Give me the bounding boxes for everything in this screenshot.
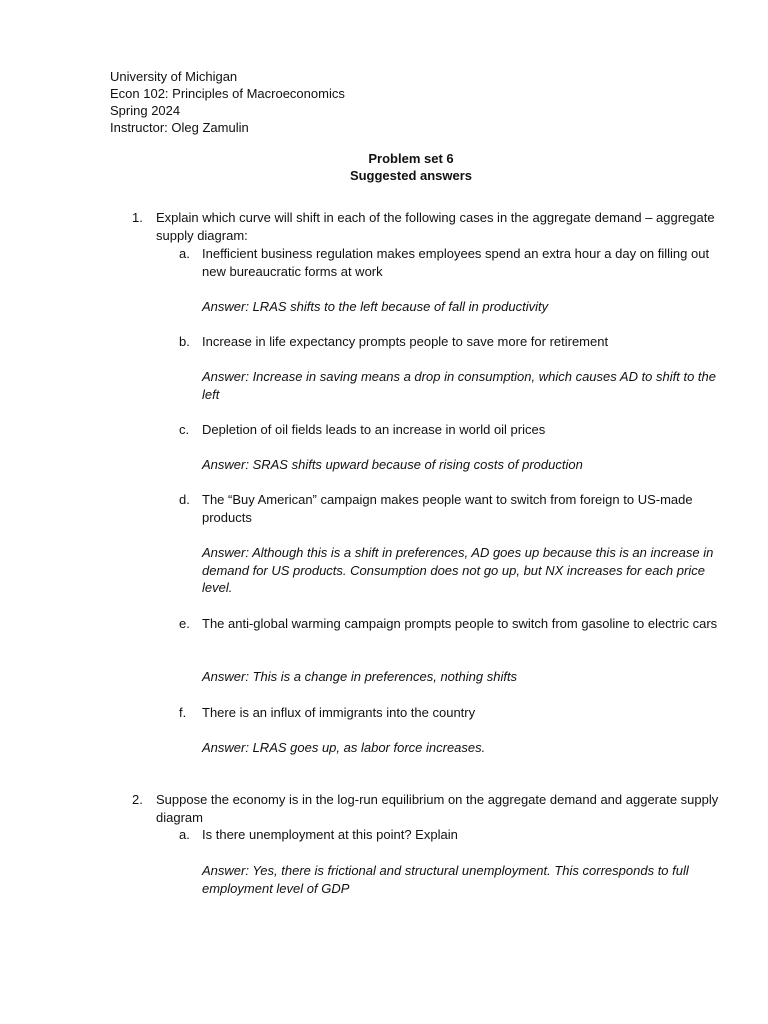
part-label: f. bbox=[179, 705, 187, 720]
part-text: Increase in life expectancy prompts people to save more for retirement bbox=[202, 334, 609, 349]
question-2-part-a bbox=[179, 826, 722, 844]
title-line-1: Problem set 6 bbox=[368, 151, 454, 166]
answer-1b: Answer: Increase in saving means a drop in consumption, which causes AD to shift to the left bbox=[202, 369, 717, 402]
instructor-name: Instructor: Oleg Zamulin bbox=[110, 120, 249, 135]
part-text: Inefficient business regulation makes employees spend an extra hour a day on filling out new bureaucratic forms at work bbox=[202, 246, 710, 279]
part-text: The anti-global warming campaign prompts people to switch from gasoline to electric cars bbox=[202, 616, 718, 631]
question-1-part-f bbox=[179, 704, 722, 722]
part-label: a. bbox=[179, 246, 190, 261]
course-header bbox=[110, 68, 345, 136]
answer-1a: Answer: LRAS shifts to the left because of fall in productivity bbox=[202, 299, 549, 314]
title-line-2: Suggested answers bbox=[349, 167, 473, 183]
question-1-part-b bbox=[179, 333, 722, 351]
part-label: d. bbox=[179, 492, 190, 507]
university-name: University of Michigan bbox=[110, 69, 238, 84]
course-name: Econ 102: Principles of Macroeconomics bbox=[110, 86, 345, 101]
part-label: a. bbox=[179, 827, 190, 842]
question-1-part-d bbox=[179, 491, 722, 526]
question-1 bbox=[132, 209, 726, 244]
part-text: Depletion of oil fields leads to an increase in world oil prices bbox=[202, 422, 546, 437]
question-number: 2. bbox=[132, 792, 143, 807]
part-label: e. bbox=[179, 616, 190, 631]
answer-1f: Answer: LRAS goes up, as labor force increases. bbox=[202, 740, 486, 755]
part-text: The “Buy American” campaign makes people want to switch from foreign to US-made products bbox=[202, 492, 693, 525]
answer-2a: Answer: Yes, there is frictional and structural unemployment. This corresponds to full employment level of GDP bbox=[202, 863, 689, 896]
document-title bbox=[0, 150, 768, 183]
part-label: b. bbox=[179, 334, 190, 349]
question-number: 1. bbox=[132, 210, 143, 225]
question-2 bbox=[132, 791, 726, 826]
answer-1d: Answer: Although this is a shift in preferences, AD goes up because this is an increase in demand for US products. Consumption does not go up, but NX increases for each price level. bbox=[202, 545, 714, 595]
question-text: Suppose the economy is in the log-run equilibrium on the aggregate demand and aggerate supply diagram bbox=[156, 792, 719, 825]
answer-1e: Answer: This is a change in preferences, nothing shifts bbox=[202, 669, 518, 684]
answer-1c: Answer: SRAS shifts upward because of rising costs of production bbox=[202, 457, 583, 472]
question-1-part-a bbox=[179, 245, 722, 280]
question-text: Explain which curve will shift in each of the following cases in the aggregate demand – aggregate supply diagram: bbox=[156, 210, 715, 243]
part-text: Is there unemployment at this point? Explain bbox=[202, 827, 458, 842]
term: Spring 2024 bbox=[110, 103, 181, 118]
question-1-part-e bbox=[179, 615, 722, 633]
part-text: There is an influx of immigrants into the country bbox=[202, 705, 476, 720]
part-label: c. bbox=[179, 422, 190, 437]
question-1-part-c bbox=[179, 421, 722, 439]
